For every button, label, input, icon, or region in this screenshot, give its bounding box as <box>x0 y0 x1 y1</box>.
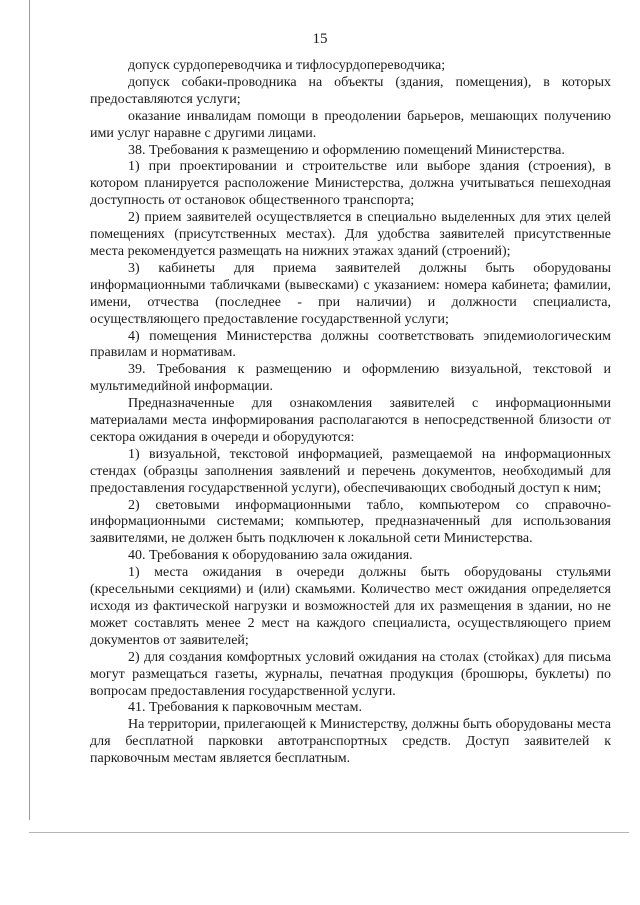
paragraph: оказание инвалидам помощи в преодолении барьеров, мешающих получению ими услуг наравне с другими лицами. <box>90 108 611 141</box>
paragraph: 1) при проектировании и строительстве или выборе здания (строения), в котором планируется расположение Министерства, должна учитываться пешеходная доступность от остановок общественного транспорта; <box>90 159 611 209</box>
section-heading: 39. Требования к размещению и оформлению визуальной, текстовой и мультимедийной информации. <box>90 362 611 395</box>
scan-edge-left <box>29 0 30 820</box>
paragraph: 2) для создания комфортных условий ожидания на столах (стойках) для письма могут размещаться газеты, журналы, печатная продукция (брошюры, буклеты) по вопросам предоставления государственной услуги. <box>90 649 611 699</box>
section-heading: 38. Требования к размещению и оформлению помещений Министерства. <box>128 142 565 158</box>
paragraph: Предназначенные для ознакомления заявителей с информационными материалами места информирования располагаются в непосредственной близости от сектора ожидания в очереди и оборудуются: <box>90 396 611 445</box>
paragraph: 1) места ожидания в очереди должны быть оборудованы стульями (кресельными секциями) и (или) скамьями. Количество мест ожидания определяется исходя из фактической нагрузки и возможностей для их размещения в здании, но не может составлять менее 2 мест на каждого специалиста, осуществляющего прием документов от заявителей; <box>90 565 611 648</box>
section-heading: 41. Требования к парковочным местам. <box>128 700 362 716</box>
scan-edge-bottom <box>29 832 629 833</box>
page-number: 15 <box>312 31 328 47</box>
paragraph: допуск сурдопереводчика и тифлосурдопереводчика; <box>128 58 446 73</box>
document-body <box>90 58 611 768</box>
paragraph: 2) прием заявителей осуществляется в специально выделенных для этих целей помещениях (присутственных местах). Для удобства заявителей присутственные места рекомендуется размещать на нижних этажах зданий (строений); <box>90 210 611 259</box>
paragraph: допуск собаки-проводника на объекты (здания, помещения), в которых предоставляются услуги; <box>90 74 611 107</box>
section-heading: 40. Требования к оборудованию зала ожидания. <box>128 548 413 564</box>
paragraph: 1) визуальной, текстовой информацией, размещаемой на информационных стендах (образцы заполнения заявлений и перечень документов, необходимый для предоставления государственной услуги), обеспечивающих свободный доступ к ним; <box>90 446 611 496</box>
paragraph: На территории, прилегающей к Министерству, должны быть оборудованы места для бесплатной парковки автотранспортных средств. Доступ заявителей к парковочным местам является бесплатным. <box>90 717 611 767</box>
paragraph: 3) кабинеты для приема заявителей должны быть оборудованы информационными табличками (вывесками) с указанием: номера кабинета; фамилии, имени, отчества (последнее - при наличии) и должности специалиста, осуществляющего предоставление государственной услуги; <box>90 260 611 327</box>
paragraph: 2) световыми информационными табло, компьютером со справочно-информационными системами; компьютер, предназначенный для использования заявителями, не должен быть подключен к локальной сети Министерства. <box>90 497 611 547</box>
paragraph: 4) помещения Министерства должны соответствовать эпидемиологическим правилам и нормативам. <box>90 328 611 361</box>
